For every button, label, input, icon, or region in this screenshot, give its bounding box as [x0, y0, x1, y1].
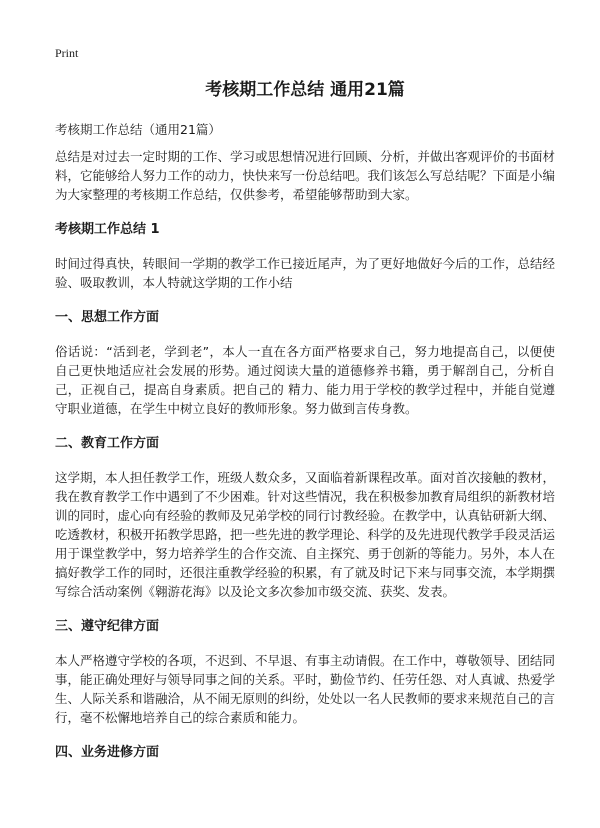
- section-body-teaching: 这学期，本人担任教学工作，班级人数众多，又面临着新课程改革。面对首次接触的教材，我在教育教学工作中遇到了不少困难。针对这些情况，我在积极参加教育局组织的新教材培训的同时，虚心向有经验的教师及兄弟学校的同行讨教经验。在教学中，认真钻研新大纲、吃透教材，积极开拓教学思路，把一些先进的教学理论、科学的及先进现代教学手段灵活运用于课堂教学中，努力培养学生的合作交流、自主探究、勇于创新的等能力。另外，本人在搞好教学工作的同时，还很注重教学经验的积累，有了就及时记下来与同事交流，本学期撰写综合活动案例《翱游花海》以及论文多次参加市级交流、获奖、发表。: [55, 470, 556, 599]
- article-heading: 考核期工作总结 1: [55, 222, 160, 237]
- page-title: 考核期工作总结 通用21篇: [205, 80, 405, 100]
- document-subtitle: 考核期工作总结（通用21篇）: [55, 122, 221, 137]
- section-heading-discipline: 三、遵守纪律方面: [55, 619, 160, 634]
- intro-paragraph: 总结是对过去一定时期的工作、学习或思想情况进行回顾、分析，并做出客观评价的书面材料，它能够给人努力工作的动力，快快来写一份总结吧。我们该怎么写总结呢？下面是小编为大家整理的考核期工作总结，仅供参考，希望能够帮助到大家。: [55, 149, 556, 202]
- section-body-thought: 俗话说：“活到老，学到老”，本人一直在各方面严格要求自己，努力地提高自己，以便使自己更快地适应社会发展的形势。通过阅读大量的道德修养书籍，勇于解剖自己，分析自己，正视自己，提高自身素质。把自己的 精力、能力用于学校的教学过程中，并能自觉遵守职业道德，在学生中树立良好的教师形象。努力做到言传身教。: [55, 344, 555, 416]
- print-link[interactable]: Print: [55, 46, 79, 60]
- section-body-discipline: 本人严格遵守学校的各项，不迟到、不早退、有事主动请假。在工作中，尊敬领导、团结同事，能正确处理好与领导同事之间的关系。平时，勤俭节约、任劳任怨、对人真诚、热爱学生、人际关系和谐融洽，从不闹无原则的纠纷，处处以一名人民教师的要求来规范自己的言行，毫不松懈地培养自己的综合素质和能力。: [55, 653, 556, 725]
- section-heading-thought: 一、思想工作方面: [55, 310, 160, 325]
- article-intro-paragraph: 时间过得真快，转眼间一学期的教学工作已接近尾声，为了更好地做好今后的工作，总结经验、吸取教训，本人特就这学期的工作小结: [55, 256, 556, 290]
- document-body: [55, 78, 555, 777]
- section-heading-study: 四、业务进修方面: [55, 745, 160, 760]
- section-heading-teaching: 二、教育工作方面: [55, 436, 160, 451]
